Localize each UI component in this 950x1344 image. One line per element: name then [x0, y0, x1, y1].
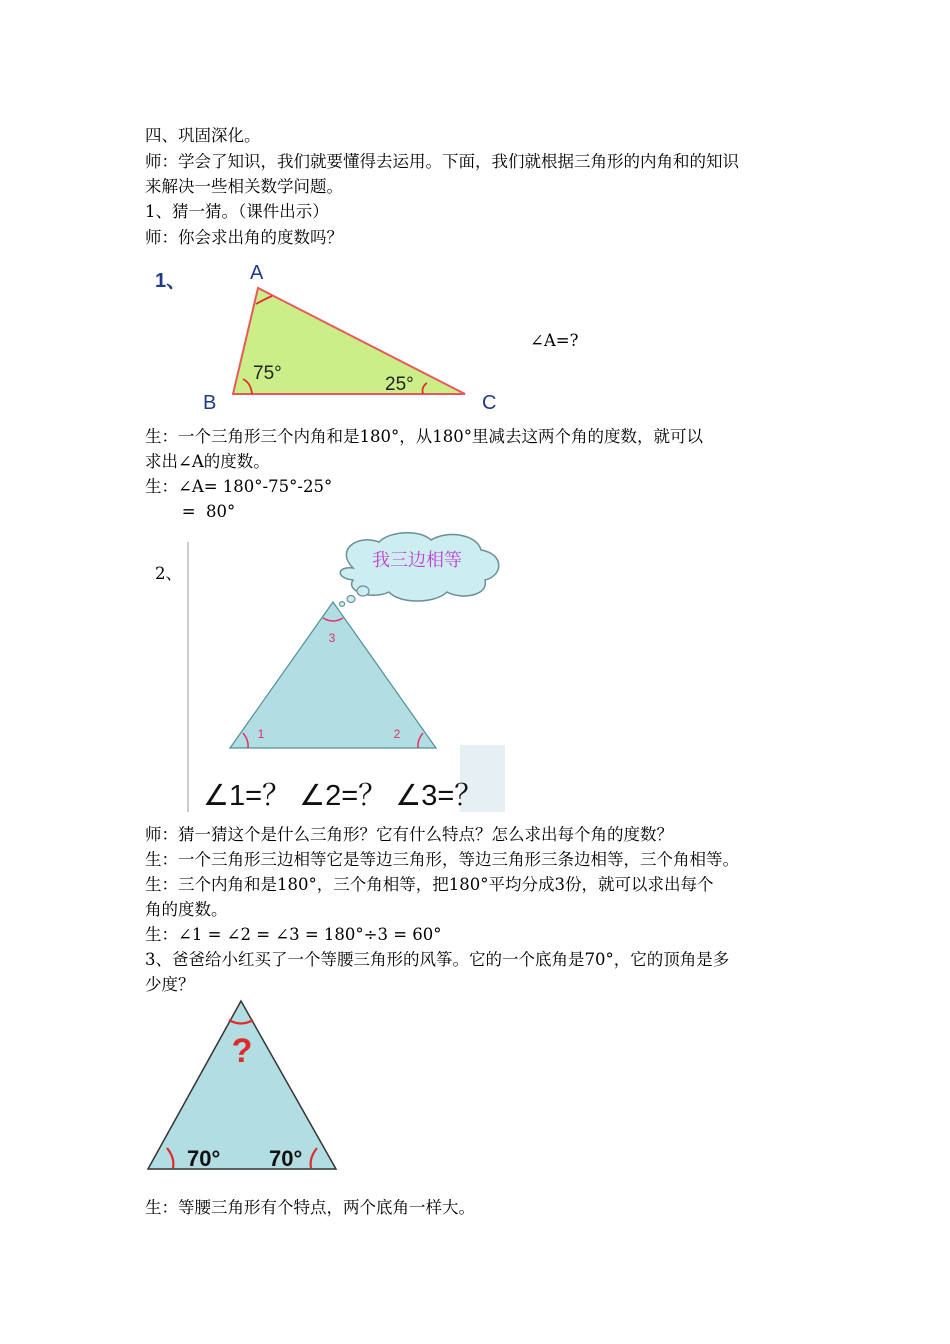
calculation-1-line-1: 生：∠A= 180°-75°-25°	[145, 477, 333, 496]
angle-3-label: 3	[328, 631, 336, 645]
thought-bubble-small	[339, 602, 344, 607]
calculation-1-line-2: = 80°	[145, 502, 236, 521]
angle-1-label: 1	[257, 727, 265, 741]
section-heading: 四、巩固深化。	[145, 126, 261, 145]
angle-b-value: 75°	[253, 363, 282, 384]
task1-heading: 1、猜一猜。（课件出示）	[145, 202, 329, 221]
student-answer-1-line-1: 生：一个三角形三个内角和是180°，从180°里减去这两个角的度数，就可以	[145, 427, 703, 446]
left-base-angle-value: 70°	[187, 1146, 221, 1171]
cloud-text: 我三边相等	[372, 549, 462, 570]
teacher-question-1: 师：你会求出角的度数吗？	[145, 228, 343, 247]
student-answer-1-line-2: 求出∠A的度数。	[145, 452, 270, 471]
teacher-question-2: 师：猜一猜这个是什么三角形？它有什么特点？怎么求出每个角的度数？	[145, 825, 673, 844]
isosceles-triangle	[148, 1001, 336, 1169]
student-answer-4: 生：等腰三角形有个特点，两个底角一样大。	[145, 1198, 475, 1217]
intro-line-1: 师：学会了知识，我们就要懂得去运用。下面，我们就根据三角形的内角和的知识	[145, 152, 739, 171]
thought-bubble-medium	[347, 596, 355, 603]
student-answer-3-line-1: 生：三个内角和是180°，三个角相等，把180°平均分成3份，就可以求出每个	[145, 875, 714, 894]
task3-line-2: 少度？	[145, 975, 195, 994]
thought-bubble-large	[357, 586, 369, 596]
right-base-angle-value: 70°	[269, 1146, 303, 1171]
vertex-c-label: C	[482, 392, 497, 414]
vertex-b-label: B	[203, 392, 217, 414]
angles-question: ∠1=？ ∠2=？ ∠3=？	[203, 780, 484, 812]
student-answer-3-line-2: 角的度数。	[145, 900, 228, 919]
task3-line-1: 3、爸爸给小红买了一个等腰三角形的风筝。它的一个底角是70°，它的顶角是多	[145, 950, 730, 969]
calculation-2: 生：∠1 = ∠2 = ∠3 = 180°÷3 = 60°	[145, 925, 442, 944]
figure-2-equilateral	[185, 530, 505, 812]
angle-c-value: 25°	[385, 374, 414, 395]
angle-a-question: ∠A=?	[530, 331, 579, 350]
angle-2-label: 2	[393, 727, 401, 741]
apex-question-mark: ?	[231, 1032, 253, 1070]
vertex-a-label: A	[250, 262, 264, 284]
figure-3-isosceles-kite	[145, 996, 345, 1176]
figure-1-number: 1、	[155, 270, 187, 292]
figure-2-number: 2、	[155, 564, 182, 583]
student-answer-2: 生：一个三角形三边相等它是等边三角形，等边三角形三条边相等，三个角相等。	[145, 850, 739, 869]
figure-1-triangle	[145, 255, 505, 420]
intro-line-2: 来解决一些相关数学问题。	[145, 177, 343, 196]
